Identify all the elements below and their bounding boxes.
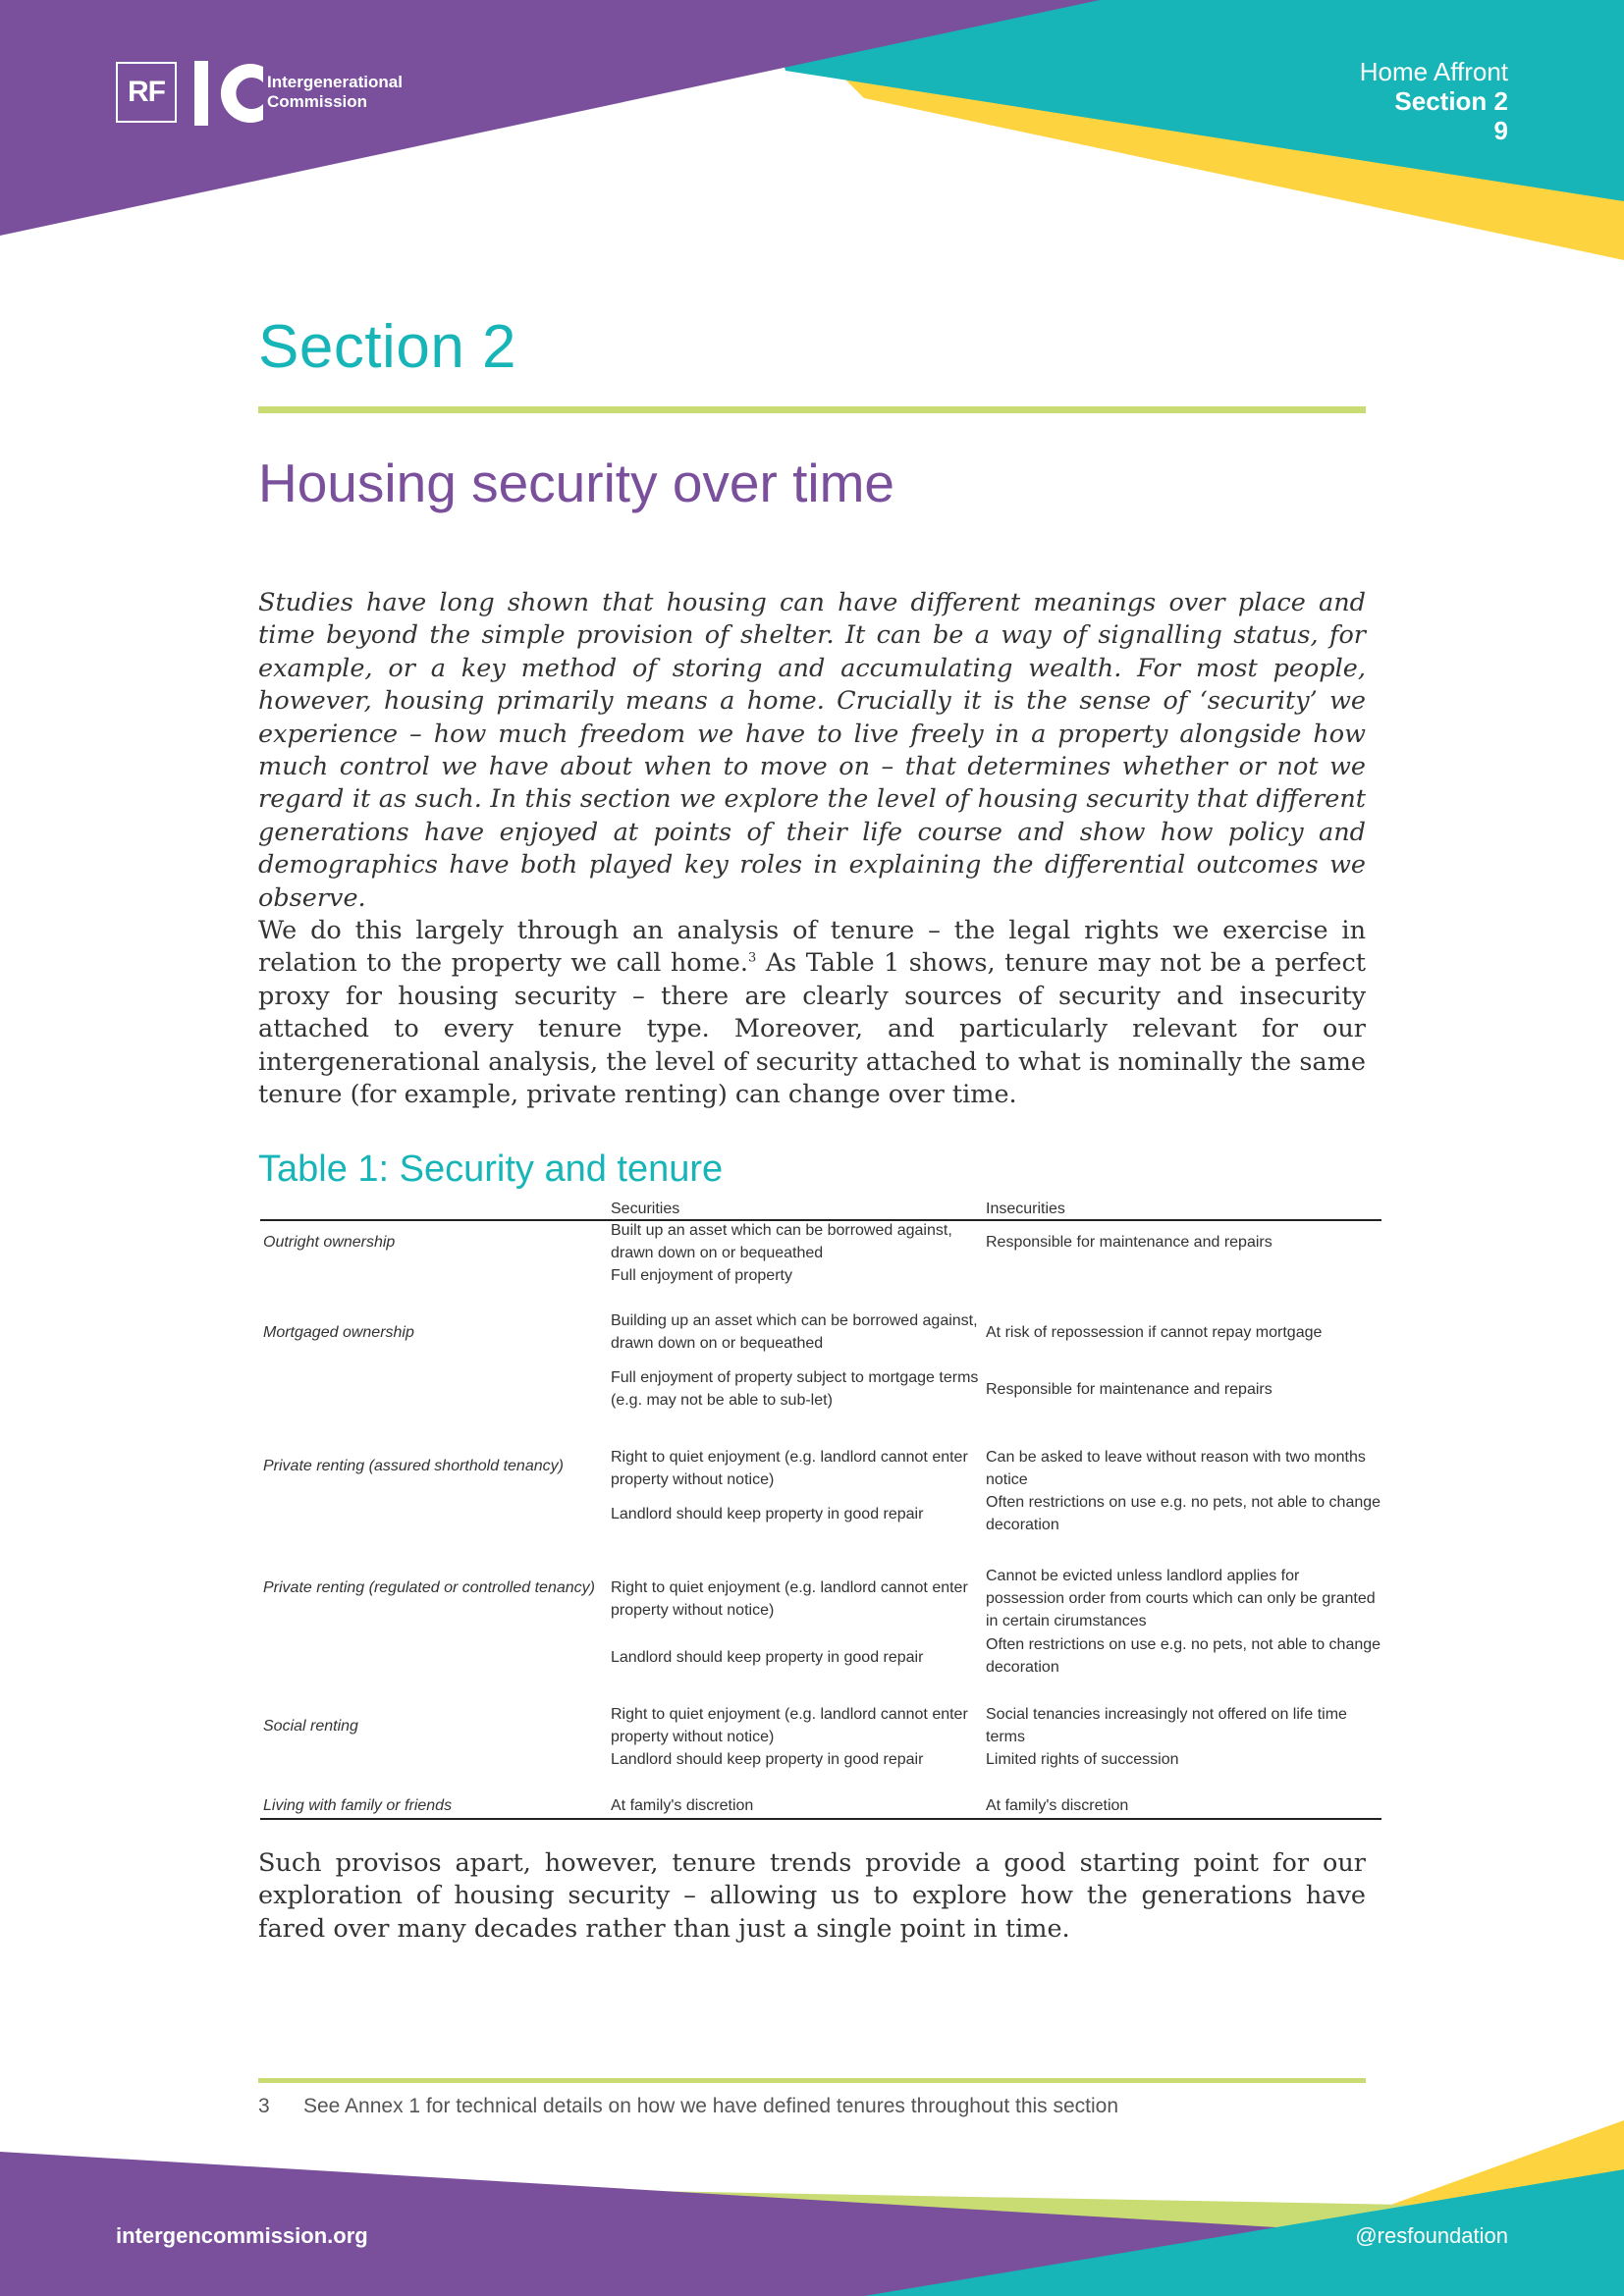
table-cell-security: Building up an asset which can be borrowed against, drawn down on or bequeathed [611, 1312, 978, 1352]
footer-twitter-handle[interactable]: @resfoundation [1355, 2223, 1508, 2248]
table-cell-insecurity: At risk of repossession if cannot repay mortgage [986, 1324, 1323, 1341]
table-cell-security: Right to quiet enjoyment (e.g. landlord cannot enter property without notice) [611, 1579, 968, 1619]
table-cell-security: Landlord should keep property in good repair [611, 1506, 924, 1522]
table-cell-security: Full enjoyment of property subject to mortgage terms (e.g. may not be able to sub-let) [611, 1369, 979, 1409]
page-title: Housing security over time [258, 453, 895, 513]
table-row-tenure: Social renting [263, 1718, 358, 1735]
table-cell-insecurity: Cannot be evicted unless landlord applies for possession order from courts which can only be granted in certain cirumstances [986, 1568, 1376, 1629]
commission-logo-text: Intergenerational Commission [267, 73, 403, 111]
footer-website-link[interactable]: intergencommission.org [116, 2223, 368, 2248]
table-cell-insecurity: Social tenancies increasingly not offered on life time terms [986, 1706, 1347, 1745]
body-paragraph-1: We do this largely through an analysis of tenure – the legal rights we exercise in relation to the property we call home.$^3$ As Table 1 shows, tenure may not be a perfect proxy for housing security – there are clearly sources of security and insecurity attached to every tenure type. Moreover, and particularly relevant for our intergenerational analysis, the level of security attached to what is nominally the same tenure (for example, private renting) can change over time. [258, 916, 1366, 1110]
table-cell-security: Right to quiet enjoyment (e.g. landlord cannot enter property without notice) [611, 1449, 968, 1488]
footnote-text: See Annex 1 for technical details on how we have defined tenures throughout this section [303, 2095, 1119, 2117]
section-label: Section 2 [1394, 86, 1508, 116]
table-cell-security: Right to quiet enjoyment (e.g. landlord cannot enter property without notice) [611, 1706, 968, 1745]
report-title: Home Affront [1359, 57, 1508, 86]
column-header-securities: Securities [611, 1201, 680, 1217]
table-cell-security: Landlord should keep property in good repair [611, 1751, 924, 1768]
table-cell-insecurity: Responsible for maintenance and repairs [986, 1381, 1272, 1398]
section-kicker: Section 2 [258, 313, 517, 381]
security-tenure-table [260, 1196, 1381, 1820]
table-cell-security: Landlord should keep property in good repair [611, 1649, 924, 1666]
table-cell-insecurity: Can be asked to leave without reason with two months notice [986, 1449, 1366, 1488]
table-title: Table 1: Security and tenure [258, 1148, 724, 1190]
page-number: 9 [1493, 116, 1508, 145]
table-cell-insecurity: At family's discretion [986, 1797, 1129, 1814]
footnote-ref[interactable]: 3 [748, 950, 757, 966]
table-row-tenure: Living with family or friends [263, 1797, 453, 1814]
table-cell-insecurity: Responsible for maintenance and repairs [986, 1234, 1272, 1251]
body-paragraph-2: Such provisos apart, however, tenure trends provide a good starting point for our exploration of housing security – allowing us to explore how the generations have fared over many decades rather than just a single point in time. [258, 1848, 1366, 1944]
section-divider [258, 406, 1366, 413]
table-cell-insecurity: Limited rights of succession [986, 1751, 1179, 1768]
table-cell-security: At family's discretion [611, 1797, 754, 1814]
table-cell-insecurity: Often restrictions on use e.g. no pets, not able to change decoration [986, 1494, 1381, 1533]
table-row-tenure: Private renting (assured shorthold tenancy) [263, 1458, 564, 1474]
table-cell-security: Built up an asset which can be borrowed against, drawn down on or bequeathed [611, 1222, 952, 1261]
intro-paragraph: Studies have long shown that housing can have different meanings over place and time beyond the simple provision of shelter. It can be a way of signalling status, for example, or a key method of storing and accumulating wealth. For most people, however, housing primarily means a home. Crucially it is the sense of ‘security’ we experience – how much freedom we have to live freely in a property alongside how much control we have about when to move on – that determines whether or not we regard it as such. In this section we explore the level of housing security that different generations have enjoyed at points of their life course and show how policy and demographics have both played key roles in explaining the differential outcomes we observe. [258, 588, 1366, 913]
table-bottom-rule [260, 1818, 1381, 1820]
footnote-number: 3 [258, 2095, 270, 2117]
column-header-insecurities: Insecurities [986, 1201, 1065, 1217]
footnote-divider [258, 2078, 1366, 2083]
table-cell-security: Full enjoyment of property [611, 1267, 792, 1284]
table-cell-insecurity: Often restrictions on use e.g. no pets, not able to change decoration [986, 1636, 1381, 1676]
table-row-tenure: Outright ownership [263, 1234, 396, 1251]
rf-logo: RF [116, 62, 177, 123]
table-row-tenure: Mortgaged ownership [263, 1324, 414, 1341]
table-row-tenure: Private renting (regulated or controlled tenancy) [263, 1579, 595, 1596]
running-header [1360, 57, 1508, 145]
footer-decoration [0, 2091, 1624, 2296]
